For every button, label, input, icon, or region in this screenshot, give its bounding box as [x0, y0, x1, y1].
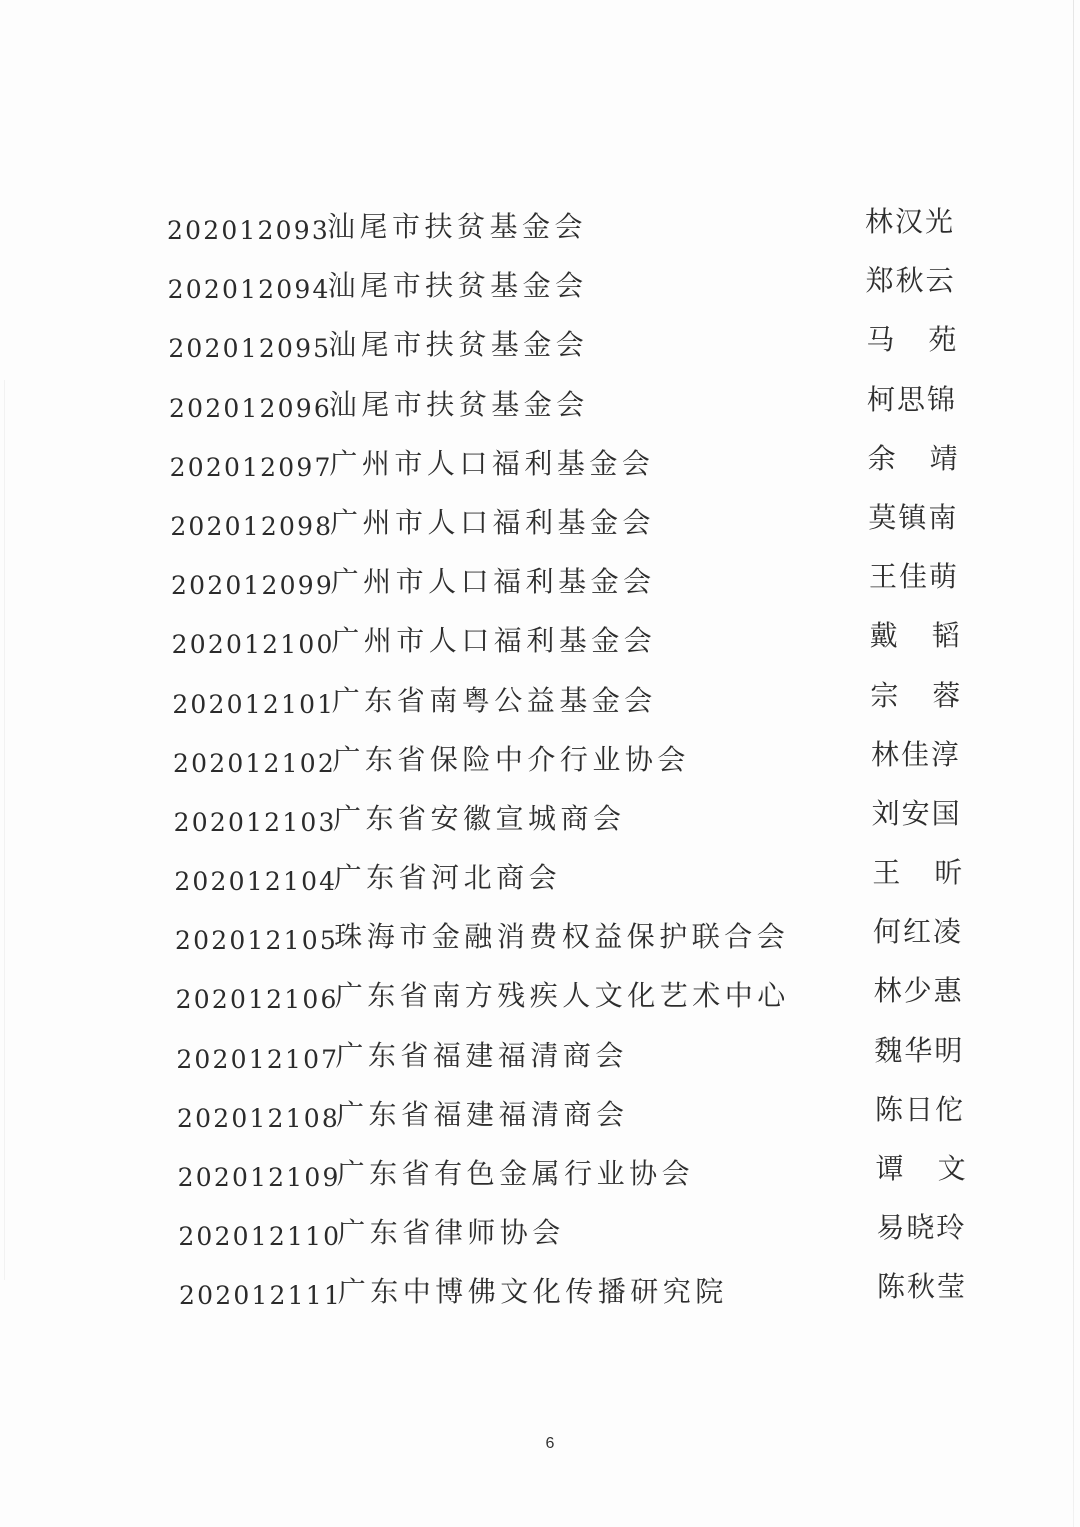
person-name: 刘安国 [871, 796, 962, 830]
organization-name: 广东省福建福清商会 [336, 1097, 629, 1131]
organization-name: 广东省福建福清商会 [335, 1038, 628, 1072]
list-item [0, 316, 1080, 375]
registration-number: 202012105 [175, 926, 338, 956]
list-item [0, 1145, 1080, 1204]
registration-number: 202012098 [170, 511, 334, 541]
person-name: 林少惠 [873, 974, 964, 1008]
list-item [0, 376, 1080, 435]
registration-number: 202012093 [167, 216, 330, 245]
registration-number: 202012103 [173, 807, 337, 837]
registration-number: 202012110 [178, 1222, 342, 1252]
organization-name: 广州市人口福利基金会 [330, 565, 656, 599]
registration-number: 202012109 [177, 1163, 341, 1192]
list-item [0, 1027, 1080, 1086]
person-name: 宗蓉 [870, 678, 995, 712]
organization-name: 汕尾市扶贫基金会 [327, 269, 588, 303]
organization-name: 广东省河北商会 [333, 861, 562, 895]
list-item [0, 612, 1080, 671]
person-name: 莫镇南 [868, 500, 959, 534]
person-name: 王昕 [872, 856, 997, 890]
person-name: 陈秋莹 [877, 1270, 968, 1304]
registration-number: 202012108 [177, 1103, 340, 1133]
list-item [0, 731, 1080, 790]
person-name: 谭文 [875, 1152, 1000, 1185]
organization-name: 珠海市金融消费权益保护联合会 [334, 920, 790, 954]
list-item [0, 257, 1080, 316]
registration-number: 202012107 [176, 1044, 340, 1074]
registration-number: 202012106 [175, 985, 339, 1015]
list-item [0, 198, 1080, 257]
organization-name: 广东省南粤公益基金会 [331, 683, 657, 717]
list-item [0, 908, 1080, 967]
person-name: 陈日佗 [875, 1092, 966, 1126]
person-name: 何红凌 [873, 915, 964, 949]
page-number: 6 [545, 1435, 555, 1452]
list-item [0, 435, 1080, 494]
registry-list [0, 198, 1080, 1323]
registration-number: 202012099 [171, 571, 334, 601]
organization-name: 广东省南方残疾人文化艺术中心 [334, 979, 790, 1013]
person-name: 余靖 [867, 441, 992, 475]
list-item [0, 1204, 1080, 1263]
registration-number: 202012095 [168, 334, 332, 364]
person-name: 林汉光 [865, 205, 956, 238]
organization-name: 广州市人口福利基金会 [329, 446, 655, 480]
organization-name: 广东省律师协会 [337, 1216, 565, 1250]
list-item [0, 672, 1080, 731]
list-item [0, 553, 1080, 612]
registration-number: 202012094 [167, 275, 331, 305]
registration-number: 202012101 [172, 689, 336, 719]
registration-number: 202012097 [169, 452, 333, 482]
list-item [0, 494, 1080, 553]
organization-name: 汕尾市扶贫基金会 [327, 210, 588, 243]
person-name: 郑秋云 [865, 264, 956, 298]
person-name: 易晓玲 [876, 1211, 967, 1245]
organization-name: 广东中博佛文化传播研究院 [337, 1275, 728, 1309]
person-name: 柯思锦 [867, 382, 958, 416]
person-name: 林佳淳 [871, 737, 962, 771]
organization-name: 广州市人口福利基金会 [331, 624, 657, 658]
list-item [0, 1263, 1080, 1322]
registration-number: 202012102 [173, 748, 336, 778]
list-item [0, 967, 1080, 1026]
person-name: 戴韬 [869, 619, 994, 653]
person-name: 马苑 [866, 323, 991, 357]
organization-name: 广州市人口福利基金会 [330, 505, 656, 539]
registration-number: 202012100 [171, 630, 335, 660]
list-item [0, 790, 1080, 849]
registration-number: 202012104 [174, 867, 338, 897]
person-name: 魏华明 [874, 1033, 965, 1067]
organization-name: 汕尾市扶贫基金会 [328, 328, 589, 362]
organization-name: 广东省有色金属行业协会 [336, 1157, 695, 1190]
organization-name: 广东省安徽宣城商会 [333, 801, 626, 835]
organization-name: 汕尾市扶贫基金会 [328, 387, 589, 421]
registration-number: 202012096 [169, 393, 332, 423]
list-item [0, 849, 1080, 908]
person-name: 王佳萌 [869, 560, 960, 594]
organization-name: 广东省保险中介行业协会 [332, 742, 690, 776]
registration-number: 202012111 [179, 1281, 342, 1311]
list-item [0, 1086, 1080, 1145]
